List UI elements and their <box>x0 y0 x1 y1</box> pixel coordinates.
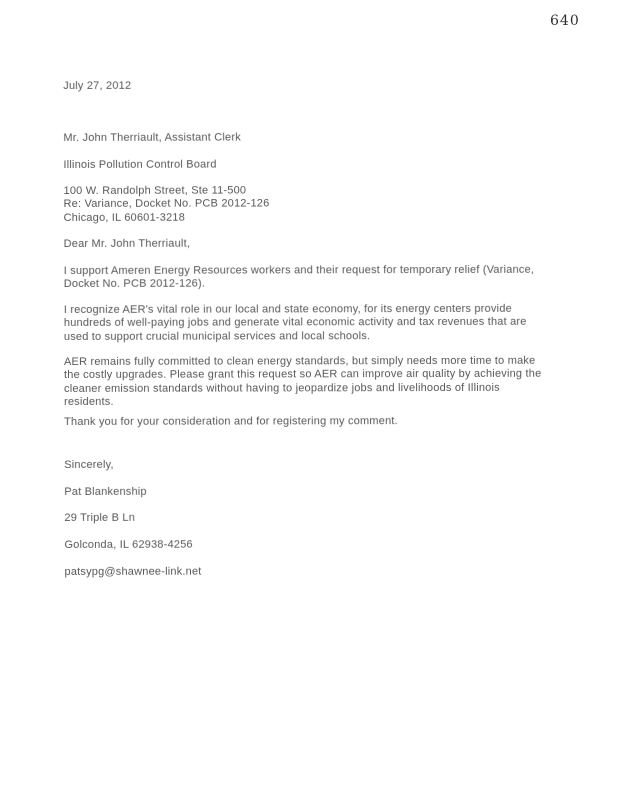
recipient-city-line: Chicago, IL 60601-3218 <box>63 211 186 225</box>
subject-line: Re: Variance, Docket No. PCB 2012-126 <box>63 197 270 210</box>
paragraph-standards: AER remains fully committed to clean energy standards, but simply needs more time to make the costly upgrades. Please grant this request so AER can improve air quality by achieving the cleaner emission standards without having to jeopardize jobs and livelihoods of Illinois residents. <box>63 354 542 408</box>
paragraph-support: I support Ameren Energy Resources workers and their request for temporary relief (Variance, Docket No. PCB 2012-126). <box>63 263 535 291</box>
signature-street: 29 Triple B Ln <box>64 512 136 525</box>
signature-city: Golconda, IL 62938-4256 <box>64 538 193 552</box>
recipient-name-line: Mr. John Therriault, Assistant Clerk <box>63 131 241 145</box>
closing-line: Sincerely, <box>64 459 114 472</box>
salutation-line: Dear Mr. John Therriault, <box>63 237 191 250</box>
recipient-address <box>63 119 246 239</box>
recipient-org-line: Illinois Pollution Control Board <box>63 158 217 171</box>
signature-email: patsypg@shawnee-link.net <box>64 565 202 578</box>
signature-block <box>64 446 201 593</box>
date-line: July 27, 2012 <box>63 79 132 92</box>
signature-name: Pat Blankenship <box>64 485 147 498</box>
paragraph-economy: I recognize AER's vital role in our local and state economy, for its energy centers provide hundreds of well-paying jobs and generate vital economic activity and tax revenues that are used to support crucial municipal services and local schools. <box>63 302 527 343</box>
paragraph-thanks: Thank you for your consideration and for registering my comment. <box>64 415 398 428</box>
page-number: 640 <box>550 13 580 29</box>
recipient-street-line: 100 W. Randolph Street, Ste 11-500 <box>63 185 247 198</box>
